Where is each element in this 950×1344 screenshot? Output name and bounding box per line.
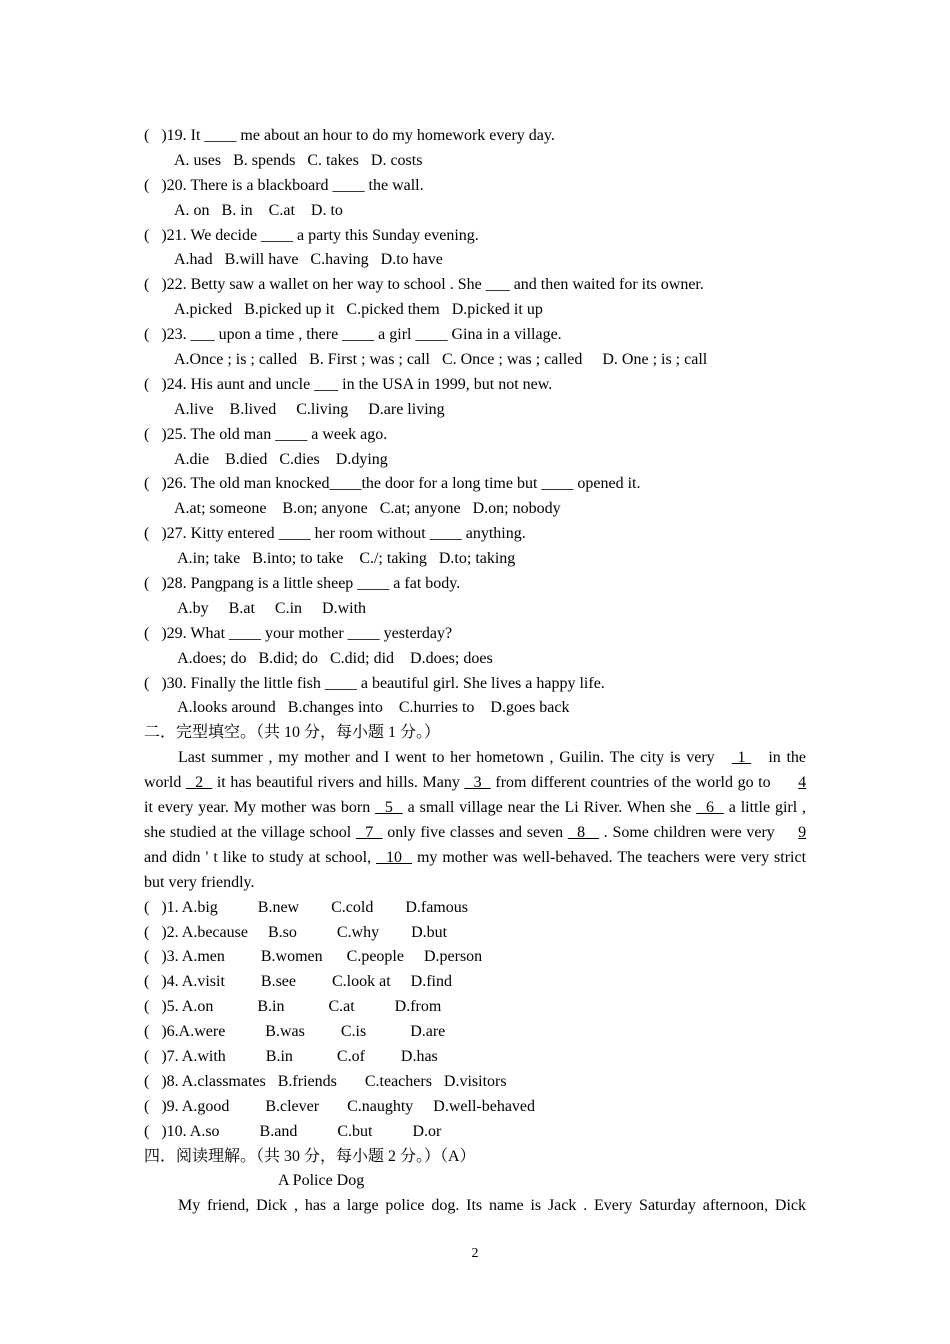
passage-line (144, 771, 806, 796)
blank-number: 8 (567, 823, 600, 841)
question-options: A.does; do B.did; do C.did; did D.does; does (174, 649, 493, 667)
section-4-heading: 四．阅读理解。（共 30 分，每小题 2 分。）（A） (144, 1147, 476, 1165)
question-options: A.looks around B.changes into C.hurries to D.goes back (174, 699, 570, 717)
cloze-item: ( )5. A.on B.in C.at D.from (144, 998, 442, 1016)
document-page (144, 124, 806, 1219)
question-options: A.Once ; is ; called B. First ; was ; call C. Once ; was ; called D. One ; is ; call (174, 351, 708, 369)
cloze-item: ( )9. A.good B.clever C.naughty D.well-behaved (144, 1097, 536, 1115)
passage-text: but very friendly. (144, 873, 255, 891)
passage-text: a little girl , (728, 799, 807, 817)
blank-number: 2 (185, 774, 213, 792)
cloze-item: ( )4. A.visit B.see C.look at D.find (144, 973, 452, 991)
question-options: A.had B.will have C.having D.to have (174, 251, 443, 269)
passage-text: it every year. My mother was born (144, 799, 371, 817)
blank-number: 3 (464, 774, 491, 792)
reading-first-line: My friend, Dick , has a large police dog. Its name is Jack . Every Saturday afternoon, Dick (178, 1197, 806, 1215)
cloze-items (144, 896, 806, 1145)
cloze-item: ( )2. A.because B.so C.why D.but (144, 923, 448, 941)
question-line: ( )30. Finally the little fish ____ a beautiful girl. She lives a happy life. (144, 674, 605, 692)
passage-text: . Some children were very (603, 823, 794, 841)
passage-text: a small village near the Li River. When she (407, 799, 692, 817)
cloze-item: ( )7. A.with B.in C.of D.has (144, 1047, 438, 1065)
question-options: A. on B. in C.at D. to (174, 201, 343, 219)
question-options: A.live B.lived C.living D.are living (174, 400, 445, 418)
multiple-choice-questions (144, 124, 806, 721)
question-line: ( )25. The old man ____ a week ago. (144, 425, 388, 443)
reading-title: A Police Dog (278, 1172, 365, 1190)
section-2-heading: 二．完型填空。（共 10 分，每小题 1 分。） (144, 724, 441, 742)
question-line: ( )26. The old man knocked____the door for a long time but ____ opened it. (144, 475, 641, 493)
blank-number: 6 (696, 799, 724, 817)
question-line: ( )21. We decide ____ a party this Sunday evening. (144, 226, 479, 244)
passage-line (144, 796, 806, 821)
passage-text: in the (756, 749, 807, 767)
passage-text: my mother was well-behaved. The teachers were very strict (416, 848, 807, 866)
cloze-item: ( )8. A.classmates B.friends C.teachers D.visitors (144, 1072, 507, 1090)
blank-number: 9 (798, 823, 807, 841)
passage-text: and didn ' t like to study at school, (144, 848, 372, 866)
question-options: A.in; take B.into; to take C./; taking D.to; taking (174, 550, 516, 568)
passage-text: it has beautiful rivers and hills. Many (216, 774, 460, 792)
page-number: 2 (471, 1246, 479, 1261)
cloze-item: ( )3. A.men B.women C.people D.person (144, 948, 483, 966)
question-options: A.at; someone B.on; anyone C.at; anyone D.on; nobody (174, 500, 561, 518)
question-options: A. uses B. spends C. takes D. costs (174, 151, 423, 169)
blank-number: 1 (731, 749, 752, 767)
passage-line (144, 821, 806, 846)
cloze-passage (144, 746, 806, 895)
cloze-item: ( )1. A.big B.new C.cold D.famous (144, 898, 468, 916)
passage-line (144, 746, 806, 771)
blank-number: 4 (798, 774, 807, 792)
passage-line (144, 871, 806, 896)
question-options: A.die B.died C.dies D.dying (174, 450, 388, 468)
passage-text: only five classes and seven (387, 823, 564, 841)
question-line: ( )24. His aunt and uncle ___ in the USA in 1999, but not new. (144, 375, 553, 393)
blank-number: 10 (376, 848, 412, 866)
blank-number: 5 (375, 799, 403, 817)
question-line: ( )27. Kitty entered ____ her room without ____ anything. (144, 525, 526, 543)
cloze-item: ( )10. A.so B.and C.but D.or (144, 1122, 442, 1140)
passage-text: from different countries of the world go to (495, 774, 794, 792)
blank-number: 7 (355, 823, 383, 841)
passage-text: world (144, 774, 182, 792)
question-options: A.picked B.picked up it C.picked them D.picked it up (174, 301, 543, 319)
cloze-item: ( )6.A.were B.was C.is D.are (144, 1023, 446, 1041)
passage-text: she studied at the village school (144, 823, 352, 841)
question-line: ( )19. It ____ me about an hour to do my homework every day. (144, 127, 555, 144)
question-line: ( )23. ___ upon a time , there ____ a girl ____ Gina in a village. (144, 326, 562, 344)
question-line: ( )20. There is a blackboard ____ the wall. (144, 176, 424, 194)
question-options: A.by B.at C.in D.with (174, 599, 367, 617)
question-line: ( )22. Betty saw a wallet on her way to school . She ___ and then waited for its owner. (144, 276, 704, 294)
passage-line (144, 846, 806, 871)
passage-text: Last summer , my mother and I went to her hometown , Guilin. The city is very (178, 749, 727, 767)
question-line: ( )29. What ____ your mother ____ yesterday? (144, 624, 453, 642)
question-line: ( )28. Pangpang is a little sheep ____ a fat body. (144, 575, 461, 593)
